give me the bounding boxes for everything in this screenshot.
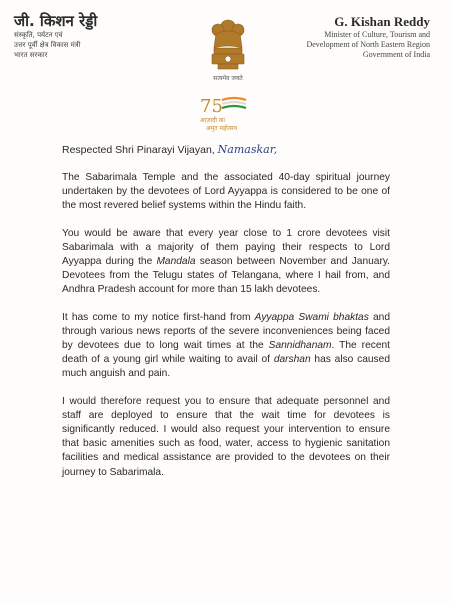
paragraph-2: You would be aware that every year close to 1 crore devotees visit Sabarimala with a majority of them paying their respects to Lord Ayyappa during the Mandala season between November and January. Devotees from the Telugu states of Telangana, where I hail from, and Andhra Pradesh account for more than 15 lakh devotees. [62, 227, 391, 296]
letter-body [62, 143, 390, 493]
designation-hindi-line-3: भारत सरकार [14, 51, 48, 59]
minister-name-english: G. Kishan Reddy [334, 14, 430, 29]
paragraph-4: I would therefore request you to ensure that adequate personnel and staff are deployed to ensure that the wait time for devotees is significantly reduced. I would also request your intervention to ensure that basic amenities such as food, water, access to hygienic sanitation facilities and medical assistance are provided to the devotees on their journey to Sabarimala. [62, 395, 390, 478]
salutation-text: Respected Shri Pinarayi Vijayan, [62, 144, 215, 156]
paragraph-1: The Sabarimala Temple and the associated 40-day spiritual journey undertaken by the devotees of Lord Ayyappa is considered to be one of the most revered belief systems within the Hindu faith. [62, 172, 390, 212]
header-english-block [250, 14, 430, 60]
header-hindi-block [14, 12, 164, 60]
national-emblem-icon [198, 14, 258, 84]
azadi-logo-number: 75 [200, 96, 223, 117]
emblem-motto: सत्यमेव जयते [213, 75, 243, 82]
designation-hindi-line-2: उत्तर पूर्वी क्षेत्र विकास मंत्री [14, 41, 81, 49]
azadi-ka-amrit-mahotsav-logo [196, 92, 258, 134]
designation-english-line-2: Development of North Eastern Region [306, 40, 430, 49]
azadi-logo-line-2: अमृत महोत्सव [206, 125, 237, 132]
minister-name-hindi: जी. किशन रेड्डी [14, 12, 98, 30]
handwritten-greeting: Namaskar, [217, 143, 278, 156]
designation-hindi-line-1: संस्कृति, पर्यटन एवं [14, 31, 63, 39]
designation-english-line-3: Government of India [362, 50, 430, 59]
designation-english-line-1: Minister of Culture, Tourism and [324, 30, 430, 39]
salutation [62, 143, 390, 157]
paragraph-3: It has come to my notice first-hand from Ayyappa Swami bhaktas and through various news reports of the severe inconveniences being faced by devotees due to long wait times at the Sannidhanam. The recent death of a young girl while waiting to avail of darshan has also caused much anguish and pain. [62, 311, 390, 380]
azadi-logo-line-1: आज़ादी का [200, 117, 225, 124]
